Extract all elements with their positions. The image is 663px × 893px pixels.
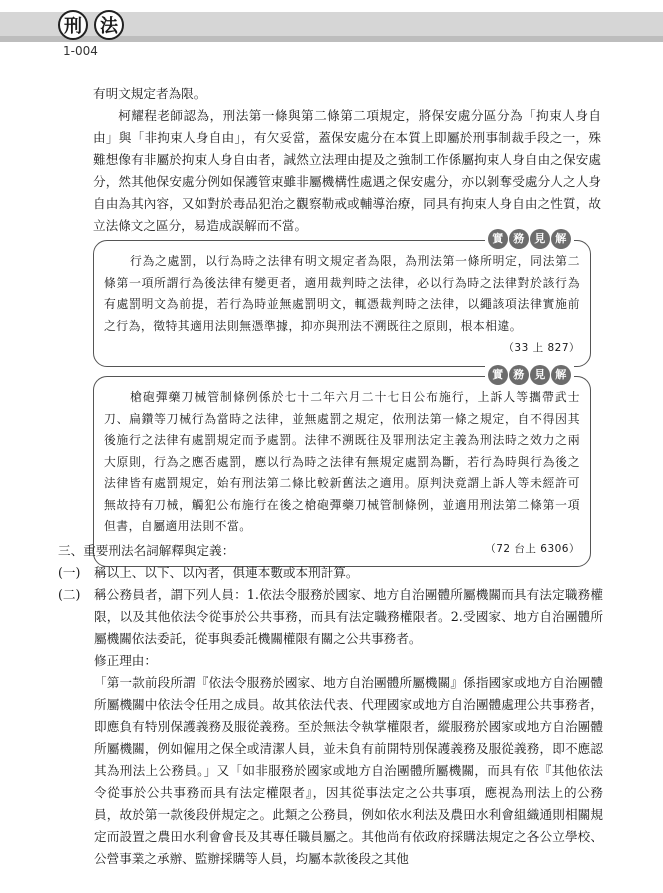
top-line: 有明文規定者為限。 — [93, 86, 207, 101]
item-label-2: (二) — [58, 587, 81, 602]
practice-text-1: 行為之處罰，以行為時之法律有明文規定者為限，為刑法第一條所明定，同法第二條第一項所謂行為後法律有變更者，適用裁判時之法律，必以行為時之法律對於該行為有處罰明文為前提，若行為時並無處罰明文，輒憑裁判時之法律，以繩該項法律實施前之行為，徵特其適用法則無憑準據，抑亦與刑法不溯既往之原則，根本相違。 — [104, 254, 580, 333]
reason-text: 「第一款前段所謂『依法令服務於國家、地方自治團體所屬機關』係指國家或地方自治團體所屬機關中依法令任用之成員。故其依法代表、代理國家或地方自治團體處理公共事務者，即應負有特別保護義務及服從義務。至於無法令執掌權限者，縱服務於國家或地方自治團體所屬機關，例如僱用之保全或清潔人員，並未負有前開特別保護義務及服從義務，即不應認其為刑法上公務員。」又「如非服務於國家或地方自治團體所屬機關，而具有依『其他依法令從事於公共事務而具有法定權限者』，因其從事法定之公共事項，應視為刑法上的公務員，故於第一款後段併規定之。此類之公務員，例如依水利法及農田水利會組織通則相關規定而設置之農田水利會會長及其專任職員屬之。其他尚有依政府採購法規定之各公立學校、公營事業之承辦、監辦採購等人員，均屬本款後段之其他 — [94, 675, 603, 866]
item-label-1: (一) — [58, 565, 81, 580]
badge-char: 實 — [488, 229, 508, 249]
badge-char: 務 — [509, 365, 529, 385]
badge-char: 務 — [509, 229, 529, 249]
badge-char: 見 — [530, 365, 550, 385]
section-heading: 三、重要刑法名詞解釋與定義： — [58, 543, 235, 558]
item-text-2: 稱公務員者，謂下列人員：1.依法令服務於國家、地方自治團體所屬機關而具有法定職務權限，以及其他依法令從事於公共事務，而具有法定職務權限者。2.受國家、地方自治團體所屬機關依法委託，從事與委託機關權限有關之公共事務者。 — [94, 587, 603, 646]
practice-box-1 — [93, 232, 591, 367]
citation-2: （72 台上 6306） — [485, 542, 580, 555]
section-three — [58, 540, 603, 870]
badge-char: 解 — [551, 229, 571, 249]
page-number: 1-004 — [63, 44, 98, 58]
badge-char: 見 — [530, 229, 550, 249]
page-header — [0, 0, 663, 60]
definition-item-1 — [58, 562, 603, 584]
title-char-1: 刑 — [58, 10, 88, 40]
book-title — [58, 10, 124, 40]
title-char-2: 法 — [94, 10, 124, 40]
practice-box-2 — [93, 368, 591, 567]
definition-item-2 — [58, 584, 603, 650]
badge-char: 實 — [488, 365, 508, 385]
practice-text-2: 槍砲彈藥刀械管制條例係於七十二年六月二十七日公布施行，上訴人等攜帶武士刀、扁鑽等刀械行為當時之法律，並無處罰之規定，依刑法第一條之規定，自不得因其後施行之法律有處罰規定而予處罰。法律不溯既往及罪刑法定主義為刑法時之效力之兩大原則，行為之應否處罰，應以行為時之法律有無規定處罰為斷，若行為時與行為後之法律皆有處罰規定，始有刑法第二條比較新舊法之適用。原判決竟謂上訴人等未經許可無故持有刀械，觸犯公布施行在後之槍砲彈藥刀械管制條例，並適用刑法第二條第一項但書，自屬適用法則不當。 — [104, 390, 580, 533]
item-text-1: 稱以上、以下、以內者，俱連本數或本刑計算。 — [94, 565, 359, 580]
practice-badge-1 — [485, 229, 574, 249]
reason-label: 修正理由： — [94, 653, 157, 668]
badge-char: 解 — [551, 365, 571, 385]
practice-badge-2 — [485, 365, 574, 385]
citation-1: （33 上 827） — [503, 342, 580, 354]
commentary-paragraph: 柯耀程老師認為，刑法第一條與第二條第二項規定，將保安處分區分為「拘束人身自由」與「非拘束人身自由」，有欠妥當，蓋保安處分在本質上即屬於刑事制裁手段之一，殊難想像有非屬於拘束人身自由者，誠然立法理由提及之強制工作係屬拘束人身自由之保安處分，然其他保安處分例如保護管束雖非屬機構性處遇之保安處分，亦以剝奪受處分人之人身自由為其內容，又如對於毒品犯治之觀察勒戒或輔導治療，同具有拘束人身自由之性質，故立法條文之區分，易造成誤解而不當。 — [93, 108, 601, 233]
top-text — [93, 83, 601, 237]
